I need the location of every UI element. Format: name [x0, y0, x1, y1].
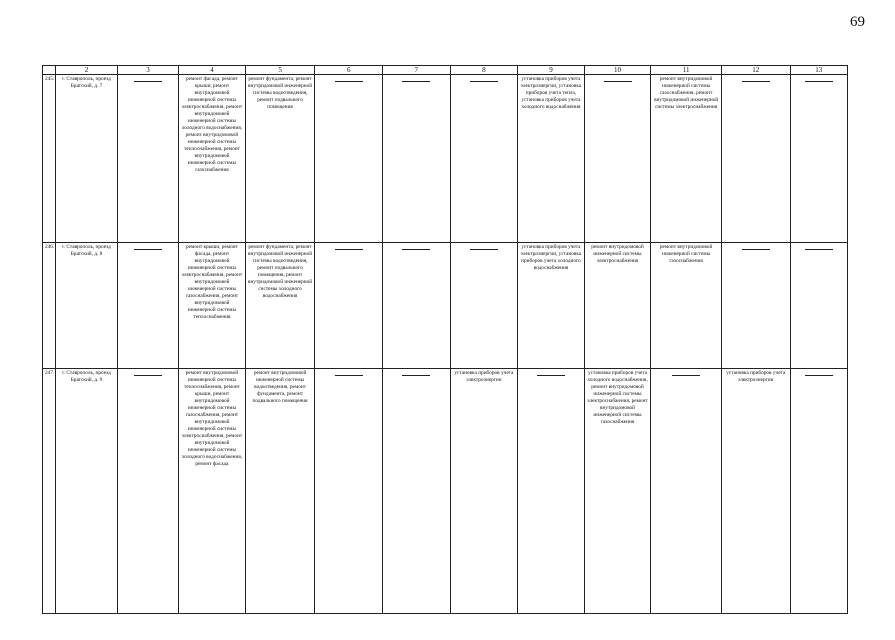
- table-cell: [117, 75, 178, 243]
- header-cell: 12: [721, 66, 790, 75]
- table-row: [43, 369, 848, 614]
- dash-mark: [335, 81, 363, 82]
- dash-mark: [335, 375, 363, 376]
- header-cell: 13: [790, 66, 847, 75]
- header-cell: 6: [315, 66, 383, 75]
- header-cell: 7: [382, 66, 450, 75]
- table-cell: [651, 369, 722, 614]
- table-cell: [790, 75, 847, 243]
- table-cell: [382, 243, 450, 369]
- header-cell: 9: [518, 66, 585, 75]
- dash-mark: [134, 81, 162, 82]
- table-row: [43, 75, 848, 243]
- table-cell: ремонт внутридомовой инженерной системы электроснабжения: [584, 243, 651, 369]
- table-cell: [721, 243, 790, 369]
- dash-mark: [672, 375, 700, 376]
- dash-mark: [134, 249, 162, 250]
- table-cell: [518, 369, 585, 614]
- table-cell: [450, 75, 518, 243]
- dash-mark: [335, 249, 363, 250]
- dash-mark: [604, 81, 632, 82]
- dash-mark: [134, 375, 162, 376]
- table-cell: [382, 75, 450, 243]
- table-cell: установка приборов учета электроэнергии: [721, 369, 790, 614]
- table-cell: ремонт фундамента, ремонт внутридомовой инженерной системы водоотведения, ремонт подвального помещения, ремонт внутридомовой инженерной системы холодного водоснабжения: [245, 243, 315, 369]
- dash-mark: [537, 375, 565, 376]
- dash-mark: [805, 81, 833, 82]
- header-cell: 3: [117, 66, 178, 75]
- table-cell: [117, 243, 178, 369]
- table-cell: ремонт внутридомовой инженерной системы газоснабжения: [651, 243, 722, 369]
- table-cell: [584, 75, 651, 243]
- dash-mark: [742, 249, 770, 250]
- table-cell: ремонт внутридомовой инженерной системы газоснабжения, ремонт внутридомовой инженерной системы электроснабжения: [651, 75, 722, 243]
- dash-mark: [805, 249, 833, 250]
- table-cell: ремонт фасада, ремонт крыши, ремонт внутридомовой инженерной системы электроснабжения, ремонт внутридомовой инженерной системы холодного водоснабжения, ремонт внутридомовой инженерной системы теплоснабжения, ремонт внутридомовой инженерной системы газоснабжения: [179, 75, 246, 243]
- page-number: 69: [850, 14, 865, 30]
- dash-mark: [402, 81, 430, 82]
- row-number: 245.: [43, 75, 56, 243]
- address-cell: г. Ставрополь, проезд Братский, д. 9: [56, 369, 117, 614]
- row-number: 247.: [43, 369, 56, 614]
- header-cell: 11: [651, 66, 722, 75]
- header-cell: 8: [450, 66, 518, 75]
- address-cell: г. Ставрополь, проезд Братский, д. 7: [56, 75, 117, 243]
- table-row: [43, 243, 848, 369]
- dash-mark: [742, 81, 770, 82]
- table-cell: ремонт внутридомовой инженерной системы теплоснабжения, ремонт крыши, ремонт внутридомовой инженерной системы газоснабжения, ремонт внутридомовой инженерной системы электроснабжения, ремонт внутридомовой инженерной системы холодного водоснабжения, ремонт фасада: [179, 369, 246, 614]
- table-cell: ремонт фундамента, ремонт внутридомовой инженерной системы водоотведения, ремонт подвального помещения: [245, 75, 315, 243]
- renovation-table: [42, 65, 848, 614]
- header-cell: 4: [179, 66, 246, 75]
- table-cell: установка приборов учета холодного водоснабжения, ремонт внутридомовой инженерной системы электроснабжения, ремонт внутридомовой инженерной системы газоснабжения: [584, 369, 651, 614]
- address-cell: г. Ставрополь, проезд Братский, д. 8: [56, 243, 117, 369]
- dash-mark: [402, 375, 430, 376]
- dash-mark: [402, 249, 430, 250]
- table-cell: [721, 75, 790, 243]
- table-cell: [790, 369, 847, 614]
- table-cell: [117, 369, 178, 614]
- table-cell: [315, 369, 383, 614]
- table-cell: установка приборов учета электроэнергии: [450, 369, 518, 614]
- table-cell: [315, 243, 383, 369]
- dash-mark: [470, 81, 498, 82]
- header-row: [43, 66, 848, 75]
- row-number: 246.: [43, 243, 56, 369]
- header-cell: 5: [245, 66, 315, 75]
- table-cell: [315, 75, 383, 243]
- dash-mark: [805, 375, 833, 376]
- table-cell: ремонт крыши, ремонт фасада, ремонт внутридомовой инженерной системы электроснабжения, ремонт внутридомовой инженерной системы газоснабжения, ремонт внутридомовой инженерной системы теплоснабжения: [179, 243, 246, 369]
- header-cell: 10: [584, 66, 651, 75]
- dash-mark: [470, 249, 498, 250]
- table-cell: [382, 369, 450, 614]
- table-cell: установка приборов учета электроэнергии, установка приборов учета тепла, установка приборов учета холодного водоснабжения: [518, 75, 585, 243]
- table-cell: ремонт внутридомовой инженерной системы водоотведения, ремонт фундамента, ремонт подвального помещения: [245, 369, 315, 614]
- table-cell: [450, 243, 518, 369]
- table-cell: установка приборов учета электроэнергии, установка приборов учета холодного водоснабжения: [518, 243, 585, 369]
- header-cell: 2: [56, 66, 117, 75]
- table-cell: [790, 243, 847, 369]
- header-cell: [43, 66, 56, 75]
